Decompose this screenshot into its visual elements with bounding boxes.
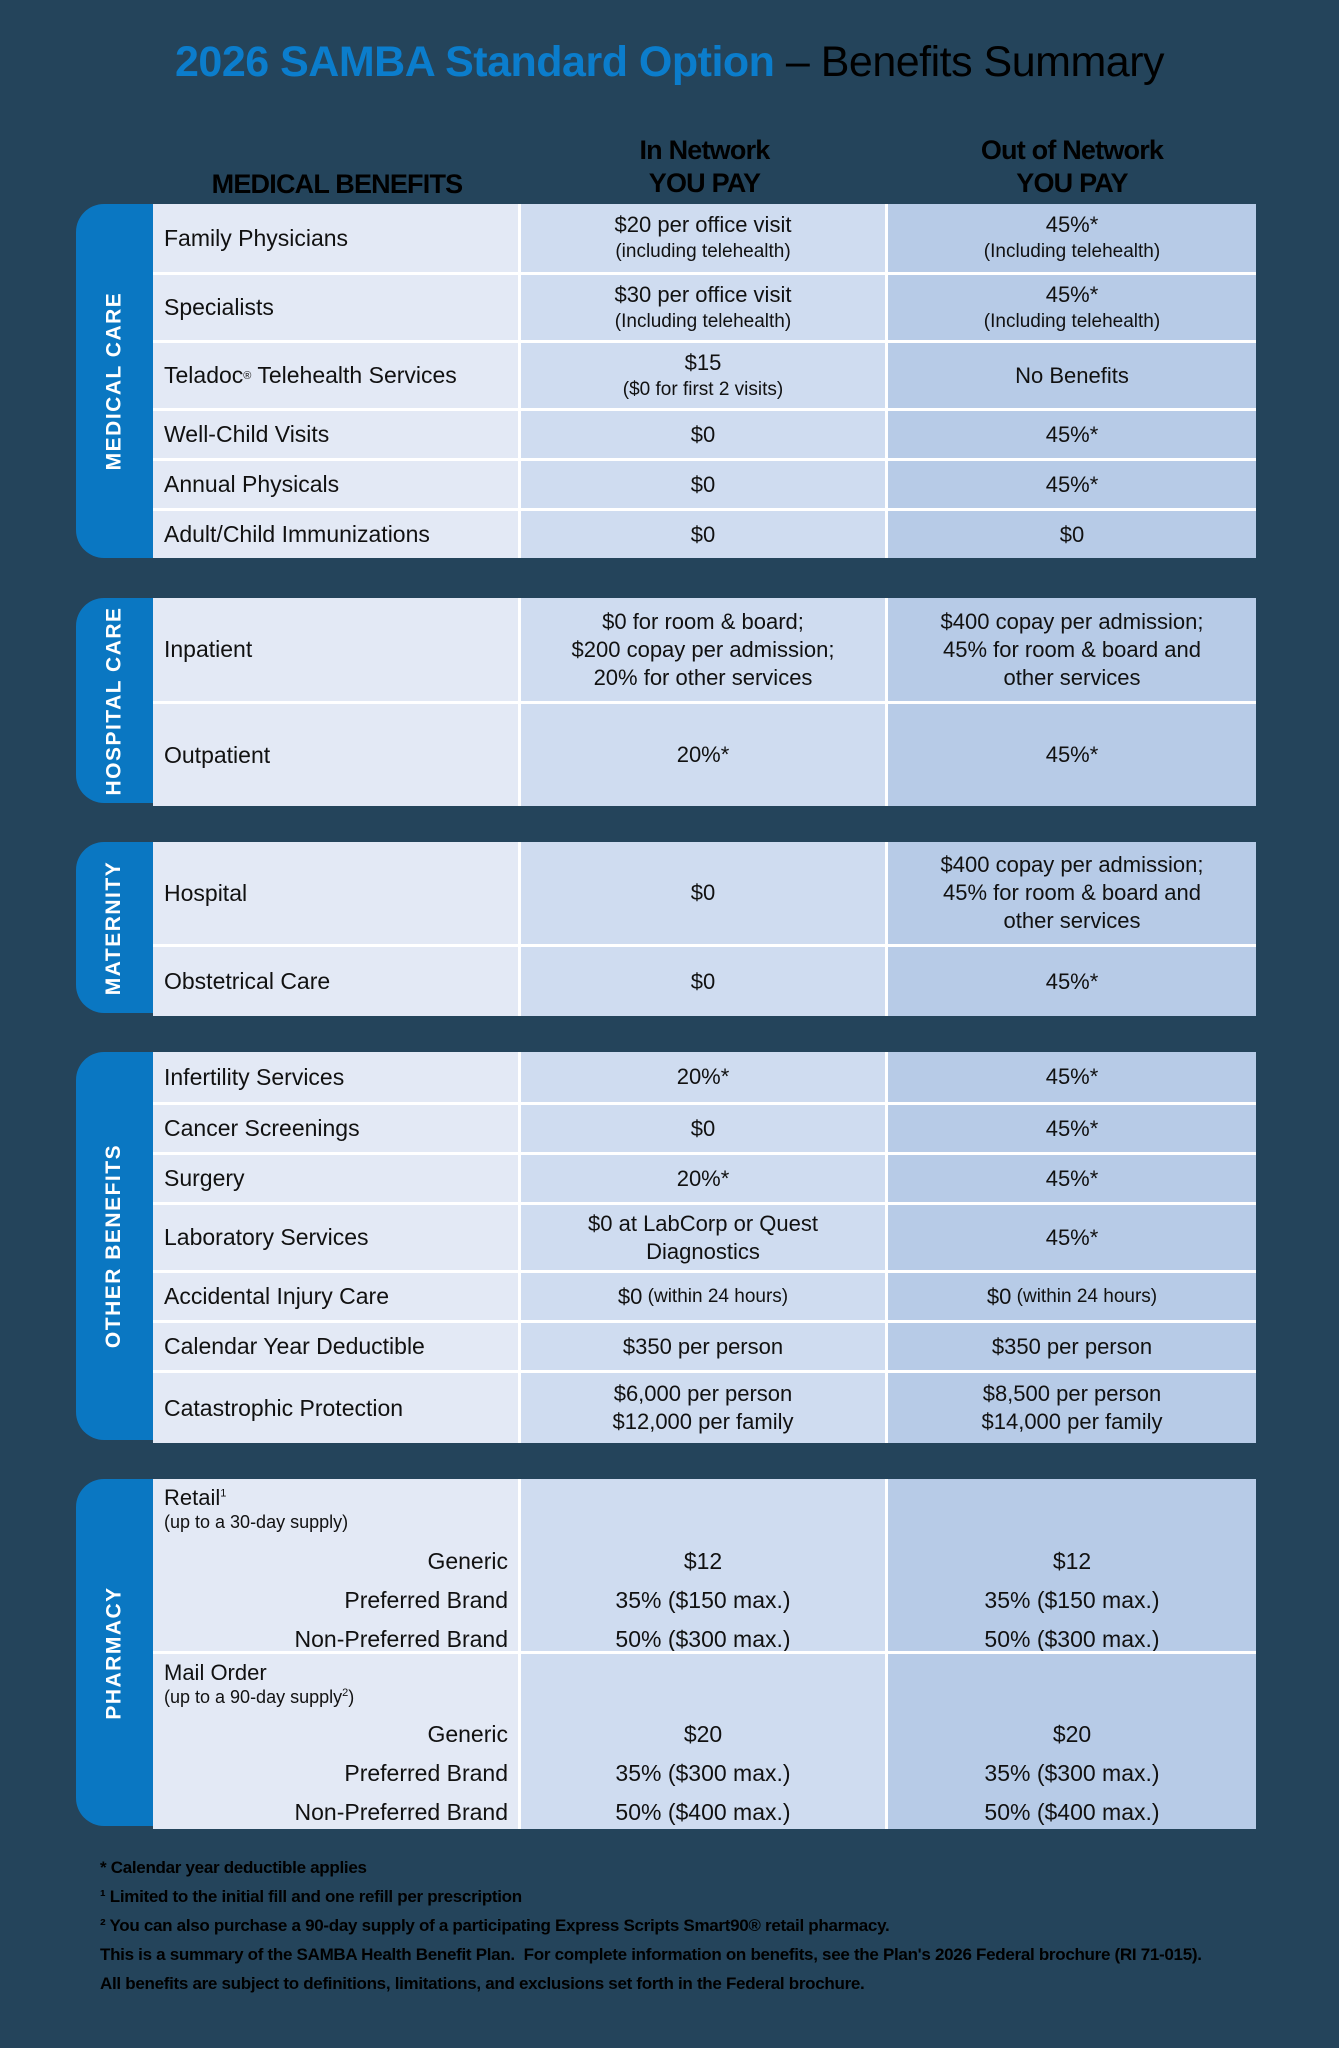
benefit-name: Family Physicians (153, 204, 521, 272)
in-network-value (521, 1373, 888, 1443)
pharmacy-labels (153, 1654, 521, 1829)
in-network-value (521, 598, 888, 701)
benefit-name: Surgery (153, 1155, 521, 1202)
value-line: $6,000 per person (613, 1381, 793, 1406)
header-in-network (521, 134, 888, 200)
value-note: (Including telehealth) (983, 310, 1161, 332)
header-in-network-line2: YOU PAY (648, 168, 761, 198)
benefit-name: Accidental Injury Care (153, 1273, 521, 1320)
benefit-name: Infertility Services (153, 1052, 521, 1102)
benefit-name: Catastrophic Protection (153, 1373, 521, 1443)
value-line: $12,000 per family (612, 1409, 794, 1434)
out-network-value (888, 1273, 1256, 1320)
benefit-name: Inpatient (153, 598, 521, 701)
section-band (76, 598, 153, 803)
page-title (0, 38, 1339, 87)
out-network-value: 45%* (888, 1052, 1256, 1102)
section-label: MEDICAL CARE (102, 291, 126, 471)
table-row (153, 1052, 1256, 1102)
benefit-name: Specialists (153, 275, 521, 340)
in-network-value: $0 (521, 511, 888, 558)
benefit-name-rest: Telehealth Services (251, 362, 457, 388)
in-network-value: $0 (521, 842, 888, 944)
value-line: other services (1003, 664, 1141, 690)
value-line: $30 per office visit (614, 281, 792, 307)
table-row (153, 1320, 1256, 1370)
benefit-name: Outpatient (153, 704, 521, 806)
out-network-value: 50% ($400 max.) (984, 1799, 1160, 1825)
table-row (153, 408, 1256, 458)
table-row (153, 340, 1256, 408)
table-row (153, 204, 1256, 272)
out-network-value: 35% ($150 max.) (984, 1587, 1160, 1613)
in-network-value (521, 343, 888, 408)
value-line: $200 copay per admission; (571, 636, 835, 662)
value-main: $0 (617, 1283, 643, 1309)
value-note: (Including telehealth) (614, 310, 792, 332)
pharmacy-labels (153, 1479, 521, 1651)
out-network-value (888, 204, 1256, 272)
tier-name: Non-Preferred Brand (294, 1799, 508, 1825)
value-line: $400 copay per admission; (940, 852, 1204, 877)
title-suffix: – Benefits Summary (774, 38, 1165, 86)
header-out-network (888, 134, 1256, 200)
section-label: MATERNITY (102, 860, 126, 995)
table-row (153, 1202, 1256, 1270)
out-network-value (888, 598, 1256, 701)
in-network-value: $12 (683, 1548, 723, 1574)
section-other-benefits (76, 1052, 1256, 1440)
value-line: $20 per office visit (614, 212, 792, 237)
footnote-limitations: All benefits are subject to definitions, limitations, and exclusions set forth in the Federal brochure. (100, 1974, 865, 1993)
title-plan-name: 2026 SAMBA Standard Option (174, 38, 775, 86)
table-row (153, 701, 1256, 806)
out-network-column (888, 1654, 1256, 1829)
table-row (153, 842, 1256, 944)
benefit-name: Teladoc ® Telehealth Services (153, 343, 521, 408)
out-network-value (888, 275, 1256, 340)
value-note: (within 24 hours) (642, 1285, 789, 1307)
benefit-name: Cancer Screenings (153, 1105, 521, 1152)
section-band (76, 204, 153, 558)
table-row (153, 1270, 1256, 1320)
value-main: $0 (986, 1283, 1012, 1309)
group-subtitle-text: (up to a 90-day supply (164, 1687, 343, 1707)
tier-name: Generic (427, 1548, 508, 1574)
value-note: ($0 for first 2 visits) (622, 378, 784, 400)
header-out-network-line1: Out of Network (980, 135, 1164, 165)
section-label: PHARMACY (102, 1585, 126, 1720)
out-network-value (888, 1373, 1256, 1443)
group-title: Mail Order (164, 1660, 267, 1685)
benefit-name: Obstetrical Care (153, 947, 521, 1016)
footnote-deductible: * Calendar year deductible applies (100, 1858, 367, 1877)
section-pharmacy (76, 1479, 1256, 1826)
footnotes (100, 1853, 1202, 1998)
benefit-name: Calendar Year Deductible (153, 1323, 521, 1370)
benefit-name-text: Teladoc (164, 362, 244, 388)
benefit-name: Hospital (153, 842, 521, 944)
tier-name: Preferred Brand (344, 1760, 508, 1786)
in-network-value: 50% ($300 max.) (615, 1626, 791, 1652)
value-line: 45%* (1045, 281, 1099, 307)
value-line: 45%* (1045, 212, 1099, 237)
value-line: $0 at LabCorp or Quest (588, 1210, 818, 1236)
pharmacy-group-retail (153, 1479, 1256, 1651)
tier-name: Non-Preferred Brand (294, 1626, 508, 1652)
in-network-value (521, 275, 888, 340)
table-row (153, 1102, 1256, 1152)
footnote-2: ² You can also purchase a 90-day supply of a participating Express Scripts Smart90® retail pharmacy. (100, 1916, 890, 1935)
value-note: (Including telehealth) (983, 241, 1161, 262)
out-network-value: 45%* (888, 1105, 1256, 1152)
out-network-value: $20 (1052, 1721, 1092, 1747)
in-network-value: 35% ($300 max.) (615, 1760, 791, 1786)
in-network-value: $0 (521, 1105, 888, 1152)
in-network-value: $0 (521, 947, 888, 1016)
value-line: $14,000 per family (981, 1409, 1163, 1434)
in-network-value: $20 (683, 1721, 723, 1747)
out-network-value: $0 (888, 511, 1256, 558)
benefit-name: Laboratory Services (153, 1205, 521, 1270)
header-out-network-line2: YOU PAY (1016, 168, 1128, 198)
in-network-value: 20%* (521, 1155, 888, 1202)
value-line: 20% for other services (593, 664, 813, 690)
section-maternity (76, 842, 1256, 1013)
table-row (153, 1370, 1256, 1443)
header-medical-benefits: MEDICAL BENEFITS (211, 169, 463, 199)
section-label: HOSPITAL CARE (102, 605, 126, 796)
in-network-value: $0 (521, 461, 888, 508)
table-row (153, 458, 1256, 508)
section-band (76, 1052, 153, 1440)
value-line: $0 for room & board; (602, 608, 804, 634)
in-network-value (521, 1205, 888, 1270)
out-network-value: $12 (1052, 1548, 1092, 1574)
out-network-value (888, 842, 1256, 944)
value-note: (including telehealth) (615, 241, 791, 262)
section-medical-care (76, 204, 1256, 558)
out-network-value: 45%* (888, 411, 1256, 458)
out-network-value: 35% ($300 max.) (984, 1760, 1160, 1786)
value-line: $400 copay per admission; (940, 608, 1204, 634)
benefit-name: Well-Child Visits (153, 411, 521, 458)
in-network-value: 35% ($150 max.) (615, 1587, 791, 1613)
table-row (153, 272, 1256, 340)
value-note: (within 24 hours) (1011, 1285, 1158, 1307)
value-line: 45% for room & board and (942, 636, 1202, 662)
in-network-value: $0 (521, 411, 888, 458)
in-network-value (521, 1273, 888, 1320)
out-network-value: 45%* (888, 704, 1256, 806)
footnote-ref: 2 (342, 1687, 349, 1699)
section-band (76, 842, 153, 1013)
out-network-value: 45%* (888, 461, 1256, 508)
in-network-column (521, 1479, 888, 1651)
out-network-value: 45%* (888, 1205, 1256, 1270)
tier-name: Generic (427, 1721, 508, 1747)
footnote-ref: 1 (220, 1487, 227, 1500)
in-network-value: 20%* (521, 1052, 888, 1102)
in-network-value: $350 per person (521, 1323, 888, 1370)
value-line: No Benefits (1015, 362, 1129, 388)
table-row (153, 1152, 1256, 1202)
value-line: $8,500 per person (982, 1381, 1162, 1406)
out-network-value: $350 per person (888, 1323, 1256, 1370)
section-band (76, 1479, 153, 1826)
table-row (153, 598, 1256, 701)
section-label: OTHER BENEFITS (102, 1143, 126, 1349)
out-network-value (888, 343, 1256, 408)
group-subtitle: (up to a 30-day supply) (164, 1512, 349, 1532)
group-subtitle (164, 1687, 354, 1708)
value-line: Diagnostics (646, 1238, 760, 1264)
section-hospital-care (76, 598, 1256, 803)
pharmacy-group-mail-order (153, 1651, 1256, 1829)
in-network-value (521, 204, 888, 272)
table-row (153, 508, 1256, 558)
benefit-name: Adult/Child Immunizations (153, 511, 521, 558)
out-network-value: 45%* (888, 947, 1256, 1016)
value-line: 45% for room & board and (942, 880, 1202, 905)
in-network-value: 20%* (521, 704, 888, 806)
out-network-value: 45%* (888, 1155, 1256, 1202)
out-network-value: 50% ($300 max.) (984, 1626, 1160, 1652)
value-line: other services (1003, 908, 1141, 933)
footnote-1: ¹ Limited to the initial fill and one refill per prescription (100, 1887, 522, 1906)
value-line: $15 (684, 349, 722, 375)
in-network-column (521, 1654, 888, 1829)
group-title-text: Retail (164, 1485, 221, 1510)
in-network-value: 50% ($400 max.) (615, 1799, 791, 1825)
table-row (153, 944, 1256, 1016)
benefit-name: Annual Physicals (153, 461, 521, 508)
group-subtitle-end: ) (348, 1687, 355, 1707)
header-in-network-line1: In Network (639, 135, 770, 165)
footnote-summary: This is a summary of the SAMBA Health Benefit Plan. For complete information on benefits, see the Plan's 2026 Federal brochure (RI 71-015). (100, 1945, 1202, 1964)
out-network-column (888, 1479, 1256, 1651)
group-title (164, 1485, 226, 1511)
tier-name: Preferred Brand (344, 1587, 508, 1613)
